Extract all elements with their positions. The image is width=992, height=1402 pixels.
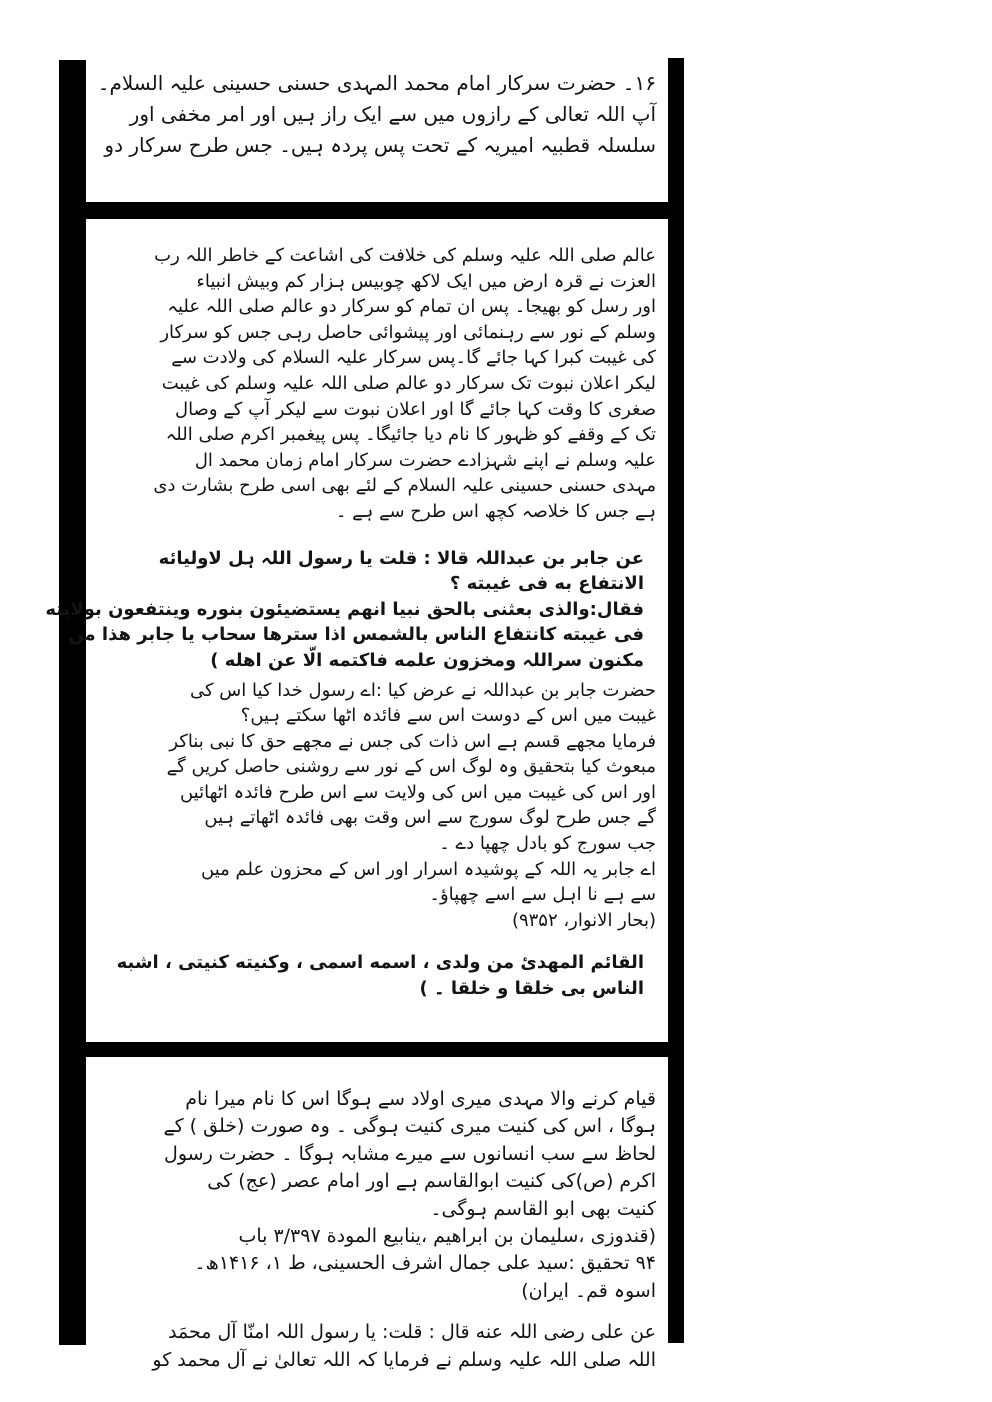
text-line: وسلم کے نور سے رہنمائی اور پیشوائی حاصل رہی جس کو سرکار bbox=[160, 321, 656, 343]
text-line: لیکر اعلان نبوت تک سرکار دو عالم صلی اللہ علیہ وسلم کی غیبت bbox=[161, 372, 656, 394]
text-line: سے ہے نا اہل سے اسے چھپاؤ۔ bbox=[429, 884, 656, 906]
text-line: حضرت جابر بن عبداللہ نے عرض کیا :اے رسول خدا کیا اس کی bbox=[190, 679, 656, 701]
text-line: ہے جس کا خلاصہ کچھ اس طرح سے ہے ۔ bbox=[335, 500, 656, 522]
text-line-partial: اللہ صلی اللہ علیہ وسلم نے فرمایا کہ اللہ تعالیٰ نے آل محمد کو bbox=[152, 1348, 656, 1371]
text-line: آپ اللہ تعالی کے رازوں میں سے ایک راز ہیں اور امر مخفی اور bbox=[129, 102, 656, 126]
text-line: (قندوزی ،سلیمان بن ابراھیم ،ینابیع المودة ۳/۳۹۷ باب bbox=[238, 1225, 656, 1248]
text-section-main-page bbox=[45, 243, 656, 1002]
text-line: القائم المهدیٔ من ولدی ، اسمه اسمی ، وکنیته کنیتی ، اشبه bbox=[116, 952, 644, 974]
text-line: فی غیبته کانتفاع الناس بالشمس اذا سترھا سحاب یا جابر ھذا من bbox=[68, 624, 644, 646]
text-line: غیبت میں اس کے دوست اس سے فائدہ اٹھا سکتے ہیں؟ bbox=[240, 705, 656, 727]
text-line: عن جابر بن عبداللہ قالا : قلت یا رسول اللہ ہل لاولیائه bbox=[158, 547, 644, 569]
scan-border-left bbox=[59, 60, 86, 1345]
text-line: (بحار الانوار، ۹۳۵۲) bbox=[511, 909, 656, 931]
section-divider-bottom bbox=[78, 1042, 684, 1057]
text-line: مہدی حسنی حسینی علیہ السلام کے لئے بھی اسی طرح بشارت دی bbox=[153, 475, 656, 497]
text-line: اسوہ قم۔ ایران) bbox=[521, 1279, 656, 1302]
text-line: سلسلہ قطبیہ امیریہ کے تحت پس پردہ ہیں۔ جس طرح سرکار دو bbox=[104, 133, 656, 157]
text-line: جب سورج کو بادل چھپا دے ۔ bbox=[439, 833, 656, 855]
text-line: کی غیبت کبرا کہا جائے گا۔پس سرکار علیہ السلام کی ولادت سے bbox=[171, 347, 656, 369]
text-line: الانتفاع به فی غیبته ؟ bbox=[449, 573, 644, 595]
text-line: العزت نے قرہ ارض میں ایک لاکھ چوبیس ہزار کم وبیش انبیاء bbox=[196, 270, 656, 292]
text-line: کنیت بھی ابو القاسم ہوگی۔ bbox=[430, 1197, 656, 1220]
text-line: گے جس طرح لوگ سورج سے اس وقت بھی فائدہ اٹھاتے ہیں bbox=[204, 807, 656, 829]
clipped-text-line bbox=[96, 1347, 656, 1371]
scan-border-right bbox=[668, 58, 684, 1343]
text-section-top-fragment bbox=[96, 68, 656, 161]
text-line: عن علی رضی اللہ عنه قال : قلت: یا رسول اللہ امنّا آل محمَد bbox=[168, 1321, 656, 1344]
paragraph-urdu bbox=[96, 1086, 656, 1305]
text-line: تک کے وقفے کو ظہور کا نام دیا جائیگا۔ پس پیغمبر اکرم صلی اللہ bbox=[165, 424, 656, 446]
text-line: ہوگا ، اس کی کنیت میری کنیت ہوگی ۔ وہ صورت (خلق ) کے bbox=[163, 1115, 656, 1138]
text-line: اور رسل کو بھیجا۔ پس ان تمام کو سرکار دو عالم صلی اللہ علیہ bbox=[167, 296, 656, 318]
text-line: الناس بی خلقا و خلقا ۔ ) bbox=[419, 978, 644, 1000]
text-line: ۹۴ تحقیق :سید علی جمال اشرف الحسینی، ط ۱، ۱۴۱۶ھ۔ bbox=[194, 1252, 656, 1275]
text-section-bottom-fragment bbox=[96, 1086, 656, 1371]
paragraph bbox=[96, 68, 656, 161]
text-line: فقال:والذی بعثنی بالحق نبیا انھم یستضیئون بنوره وینتفعون بولایته bbox=[45, 598, 644, 620]
text-line: صغری کا وقت کہا جائے گا اور اعلان نبوت سے لیکر آپ کے وصال bbox=[174, 398, 656, 420]
paragraph-arabic-hadith bbox=[96, 950, 656, 1001]
text-line: علیہ وسلم نے اپنے شہزادے حضرت سرکار امام زمان محمد ال bbox=[194, 449, 656, 471]
text-line: اور اس کی غیبت میں اس کی ولایت سے اس طرح فائدہ اٹھائیں bbox=[179, 781, 656, 803]
text-line: اے جابر یہ اللہ کے پوشیدہ اسرار اور اس کے محزون علم میں bbox=[201, 858, 656, 880]
text-line: عالم صلی اللہ علیہ وسلم کی خلافت کی اشاعت کے خاطر اللہ رب bbox=[154, 245, 656, 266]
text-line: ۱۶۔ حضرت سرکار امام محمد المہدی حسنی حسینی علیہ السلام۔ bbox=[97, 71, 656, 95]
text-line: فرمایا مجھے قسم ہے اس ذات کی جس نے مجھے حق کا نبی بناکر bbox=[169, 730, 656, 752]
text-line: مبعوث کیا بتحقیق وہ لوگ اس کے نور سے روشنی حاصل کریں گے bbox=[166, 756, 656, 778]
paragraph-arabic-hadith bbox=[45, 546, 656, 674]
text-line: اکرم (ص)کی کنیت ابوالقاسم ہے اور امام عصر (عج) کی bbox=[207, 1170, 656, 1193]
section-divider-top bbox=[78, 202, 684, 219]
paragraph-urdu bbox=[96, 243, 656, 525]
text-line: قیام کرنے والا مہدی میری اولاد سے ہوگا اس کا نام میرا نام bbox=[185, 1088, 656, 1110]
text-line: مکنون سراللہ ومخزون علمه فاکتمه الّا عن اهله ) bbox=[210, 649, 644, 671]
paragraph-arabic-hadith-start bbox=[96, 1319, 656, 1346]
text-line: لحاظ سے سب انسانوں سے میرے مشابہ ہوگا ۔ حضرت رسول bbox=[164, 1142, 656, 1165]
paragraph-urdu-translation bbox=[96, 678, 656, 934]
